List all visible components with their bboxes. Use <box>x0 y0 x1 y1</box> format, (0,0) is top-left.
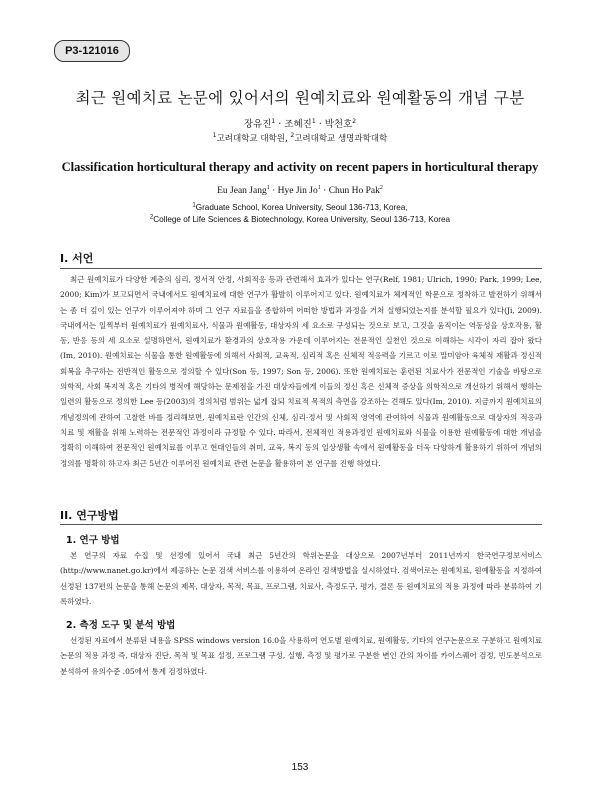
affiliation-mark: 1 <box>192 202 196 209</box>
author-name: Eu Jean Jang <box>217 186 267 196</box>
paper-title-english: Classification horticultural therapy and activity on recent papers in horticultural therapy <box>61 160 539 174</box>
affiliation-mark: 2 <box>149 214 154 221</box>
session-code-badge: P3-121016 <box>54 40 130 62</box>
section-divider <box>60 524 542 525</box>
author-separator: · <box>275 119 285 130</box>
subsection-heading-measurement-analysis: 2. 측정 도구 및 분석 방법 <box>66 620 176 631</box>
author-separator: · <box>320 186 329 196</box>
affiliation-english-line-2 <box>0 215 600 224</box>
section-heading-methods: II. 연구방법 <box>60 509 119 522</box>
author-affiliation-mark: 1 <box>266 184 270 191</box>
author-affiliation-mark: 2 <box>352 117 357 125</box>
affiliation-korean <box>0 132 600 144</box>
paragraph: 최근 원예치료가 다양한 계층의 심리, 정서적 안정, 사회적응 등과 관련해서 효과가 있다는 연구(Relf, 1981; Ulrich, 1990; Park, 1999; Lee, 2000; Kim)가 보고되면서 국내에서도 원예치료에 대한 연구가 활발히 이루어지고 있다. 원예치료가 체계적인 학문으로 정착하고 발전하기 위해서는 좀 더 깊이 있는 연구가 이루어져야 하며 그 연구 자료들을 종합하여 어떠한 방법과 과정을 거쳐 실행되었는지를 분석할 필요가 있다(Ji, 2009). 국내에서는 일찍부터 원예치료가 원예치료사, 식물과 원예활동, 대상자의 세 요소로 구성되는 것으로 보고, 그것을 움직이는 역동성을 상호작용, 활동, 반응 등의 세 요소로 설명하면서, 원예치료가 환경과의 상호작용 가운데 이루어지는 전문적인 실천인 것으로 이해하는 시각이 자리 잡아 왔다(Im, 2010). 원예치료는 식물을 통한 원예활동에 의해서 사회적, 교육적, 심리적 혹은 신체적 적응력을 기르고 이로 말미암아 육체적 재활과 정신적 회복을 추구하는 전반적인 활동으로 정의할 수 있다(Son 등, 1997; Son 등, 2006). 또한 원예치료는 훈련된 치료사가 전문적인 기술을 바탕으로 의학적, 사회 복지적 혹은 기타의 병적에 해당하는 문제점을 가진 대상자들에게 이들의 정신 혹은 신체적 증상을 의학적으로 개선하기 위해서 행하는 일련의 활동으로 정의한 Lee 등(2003)의 정의처럼 범위는 넓게 잡되 치료적 목적의 측면을 강조하는 견해도 있다(Im, 2010). 지금까지 원예치료의 개념정의에 관하여 고찰한 바를 정리해보면, 원예치료란 인간의 신체, 심리·정서 및 사회적 영역에 관여하여 식물과 원예활동으로 대상자의 적응과 치료 및 재활을 위해 노력하는 전문적인 과정이라 규정할 수 있다. 따라서, 전체적인 적용과정인 원예치료와 식물을 이용한 원예활동에 대한 개념을 정확히 이해하여 전문적인 원예치료를 이루고 현대인들의 취미, 교육, 복지 등의 일상생활 속에서 원예활동을 더욱 다양하게 활용하기 위하여 개념의 정의를 명확히 하고자 최근 5년간 이루어진 원예치료 관련 논문을 활용하여 본 연구를 진행 하였다. <box>60 275 542 468</box>
section-heading-introduction: I. 서언 <box>60 252 94 265</box>
page-number: 153 <box>291 762 309 773</box>
subsection-body-measurement-analysis <box>60 633 542 679</box>
affiliation-mark: 1 <box>212 132 217 140</box>
paragraph: 선정된 자료에서 분류된 내용을 SPSS windows version 16.0을 사용하여 연도별 원예치료, 원예활동, 기타의 연구논문으로 구분하고 원예치료 논문의 적용 과정 즉, 대상자 진단, 목적 및 목표 설정, 프로그램 구성, 실행, 측정 및 평가로 구분한 변인 간의 차이를 카이스퀘어 검정, 빈도분석으로 분석하여 유의수준 .05에서 통계 검정하였다. <box>60 636 542 676</box>
author-name: 박천호 <box>324 119 353 130</box>
affiliation-text: Graduate School, Korea University, Seoul 136-713, Korea, <box>195 203 408 212</box>
affiliation-english-line-1 <box>0 203 600 212</box>
authors-korean <box>0 116 600 130</box>
author-separator: · <box>269 186 278 196</box>
subsection-body-research-method <box>60 548 542 609</box>
subsection-heading-research-method: 1. 연구 방법 <box>66 535 120 546</box>
affiliation-mark: 2 <box>290 132 295 140</box>
paper-title-korean: 최근 원예치료 논문에 있어서의 원예치료와 원예활동의 개념 구분 <box>75 89 525 107</box>
author-separator: · <box>315 119 325 130</box>
section-body-introduction <box>60 272 542 471</box>
author-affiliation-mark: 1 <box>317 184 321 191</box>
author-affiliation-mark: 1 <box>311 117 316 125</box>
author-name: Chun Ho Pak <box>328 186 380 196</box>
author-affiliation-mark: 1 <box>271 117 276 125</box>
paragraph: 본 연구의 자료 수집 및 선정에 있어서 국내 최근 5년간의 학위논문을 대상으로 2007년부터 2011년까지 한국연구정보서비스(http://www.nanet.go.kr)에서 제공하는 논문 검색 서비스를 이용하여 온라인 검색방법을 실시하였다. 검색어로는 원예치료, 원예활동을 지정하여 선정된 137편의 논문을 통해 논문의 제목, 대상자, 목적, 목표, 프로그램, 치료사, 측정도구, 평가, 결론 등 원예치료의 적용 과정에 따라 분류하여 기록하였다. <box>60 551 542 606</box>
affiliation-text: College of Life Sciences & Biotechnology, Korea University, Seoul 136-713, Korea <box>153 215 451 224</box>
section-divider <box>60 268 542 269</box>
affiliation-text: 고려대학교 대학원, <box>216 134 291 144</box>
author-name: Hye Jin Jo <box>277 186 318 196</box>
authors-english <box>0 186 600 196</box>
author-name: 조혜진 <box>284 119 312 130</box>
author-name: 장유진 <box>243 119 272 130</box>
affiliation-text: 고려대학교 생명과학대학 <box>294 134 388 144</box>
author-affiliation-mark: 2 <box>379 184 383 191</box>
